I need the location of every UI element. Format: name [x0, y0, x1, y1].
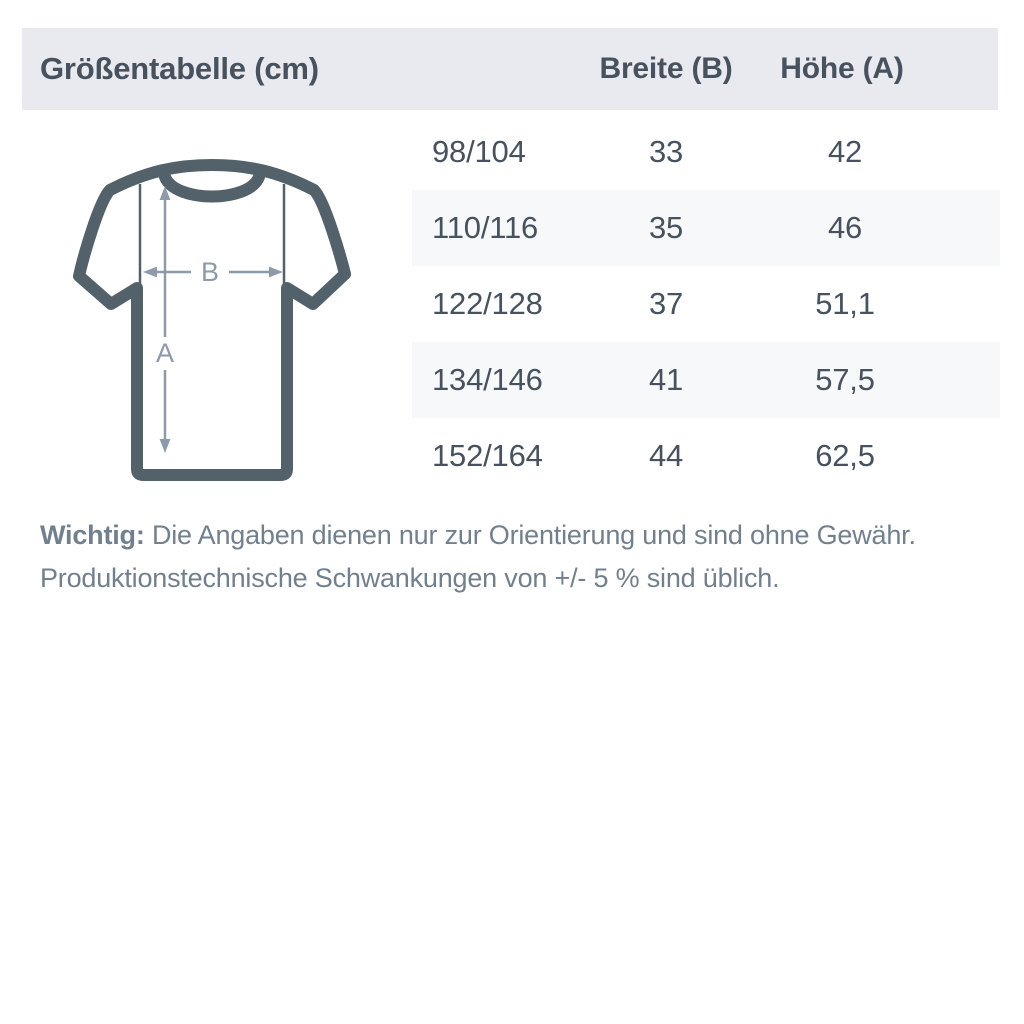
size-table [412, 114, 1000, 494]
table-row [412, 418, 1000, 494]
column-header-width: Breite (B) [599, 52, 733, 85]
width-cell: 35 [648, 210, 684, 245]
size-cell: 122/128 [432, 286, 543, 321]
height-cell: 57,5 [815, 362, 875, 397]
tshirt-collar [165, 177, 259, 197]
width-cell: 33 [648, 134, 684, 169]
table-row [412, 114, 1000, 190]
height-label: A [155, 338, 175, 368]
disclaimer-note [40, 514, 980, 600]
width-cell: 37 [648, 286, 684, 321]
size-cell: 98/104 [432, 134, 526, 169]
size-cell: 110/116 [432, 210, 539, 245]
tshirt-icon [62, 156, 362, 488]
important-label: Wichtig: [40, 520, 145, 550]
height-cell: 62,5 [815, 438, 875, 473]
width-cell: 41 [648, 362, 684, 397]
height-cell: 42 [827, 134, 863, 169]
disclaimer-text-1: Die Angaben dienen nur zur Orientierung und sind ohne Gewähr. [144, 520, 916, 550]
tshirt-measurement-icon [62, 156, 362, 488]
table-row [412, 266, 1000, 342]
height-cell: 46 [827, 210, 863, 245]
table-header [22, 28, 998, 110]
height-cell: 51,1 [815, 286, 875, 321]
disclaimer-line-2: Produktionstechnische Schwankungen von +/- 5 % sind üblich. [40, 563, 780, 593]
table-row [412, 342, 1000, 418]
width-cell: 44 [648, 438, 684, 473]
tshirt-outline [79, 165, 345, 475]
size-cell: 134/146 [432, 362, 543, 397]
disclaimer-line-1 [40, 514, 980, 557]
size-cell: 152/164 [432, 438, 543, 473]
width-label: B [200, 257, 220, 287]
column-header-height: Höhe (A) [780, 52, 904, 85]
table-row [412, 190, 1000, 266]
page-title: Größentabelle (cm) [40, 51, 319, 86]
